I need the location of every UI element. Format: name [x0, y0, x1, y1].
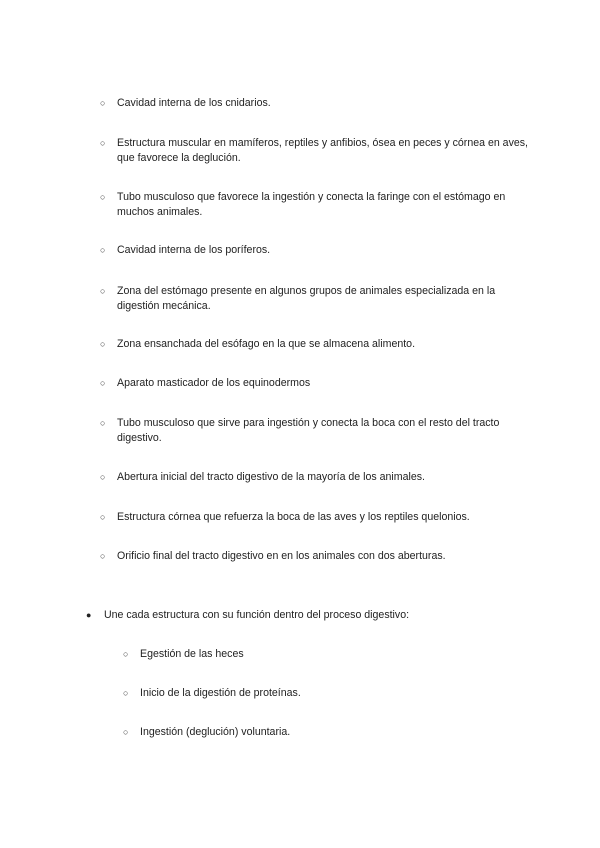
filled-bullet-icon: ●	[86, 610, 92, 620]
hollow-bullet-icon: ○	[123, 649, 129, 659]
exercise-prompt: Une cada estructura con su función dentro del proceso digestivo:	[104, 609, 410, 621]
function-text: Ingestión (deglución) voluntaria.	[140, 726, 291, 738]
list-item	[100, 510, 530, 525]
hollow-bullet-icon: ○	[100, 339, 106, 349]
hollow-bullet-icon: ○	[100, 286, 106, 296]
list-item	[100, 190, 530, 220]
hollow-bullet-icon: ○	[100, 98, 106, 108]
list-item	[100, 416, 530, 446]
list-item	[100, 136, 530, 166]
list-item	[100, 376, 530, 391]
hollow-bullet-icon: ○	[100, 418, 106, 428]
list-item	[100, 337, 530, 352]
definition-text: Aparato masticador de los equinodermos	[117, 377, 311, 389]
function-text: Egestión de las heces	[140, 648, 244, 660]
hollow-bullet-icon: ○	[123, 688, 129, 698]
hollow-bullet-icon: ○	[100, 472, 106, 482]
definition-text: Cavidad interna de los poríferos.	[117, 244, 271, 256]
definition-text: Abertura inicial del tracto digestivo de la mayoría de los animales.	[117, 471, 425, 483]
hollow-bullet-icon: ○	[123, 727, 129, 737]
hollow-bullet-icon: ○	[100, 245, 106, 255]
list-item	[100, 549, 530, 564]
definition-text: Estructura córnea que refuerza la boca de las aves y los reptiles quelonios.	[117, 511, 470, 523]
hollow-bullet-icon: ○	[100, 138, 106, 148]
function-item	[123, 725, 523, 740]
hollow-bullet-icon: ○	[100, 512, 106, 522]
hollow-bullet-icon: ○	[100, 378, 106, 388]
definition-text: Tubo musculoso que sirve para ingestión y conecta la boca con el resto del tracto digestivo.	[117, 417, 500, 444]
definition-text: Tubo musculoso que favorece la ingestión y conecta la faringe con el estómago en muchos animales.	[117, 191, 506, 218]
hollow-bullet-icon: ○	[100, 551, 106, 561]
definition-text: Zona ensanchada del esófago en la que se almacena alimento.	[117, 338, 416, 350]
list-item	[100, 96, 530, 111]
function-item	[123, 647, 523, 662]
exercise-prompt-item	[86, 608, 526, 623]
list-item	[100, 243, 530, 258]
hollow-bullet-icon: ○	[100, 192, 106, 202]
function-text: Inicio de la digestión de proteínas.	[140, 687, 301, 699]
definition-text: Cavidad interna de los cnidarios.	[117, 97, 271, 109]
definition-text: Zona del estómago presente en algunos grupos de animales especializada en la digestión mecánica.	[117, 285, 496, 312]
list-item	[100, 284, 530, 314]
list-item	[100, 470, 530, 485]
function-item	[123, 686, 523, 701]
definition-text: Estructura muscular en mamíferos, reptiles y anfibios, ósea en peces y córnea en aves, que favorece la deglución.	[117, 137, 528, 164]
definition-text: Orificio final del tracto digestivo en en los animales con dos aberturas.	[117, 550, 446, 562]
